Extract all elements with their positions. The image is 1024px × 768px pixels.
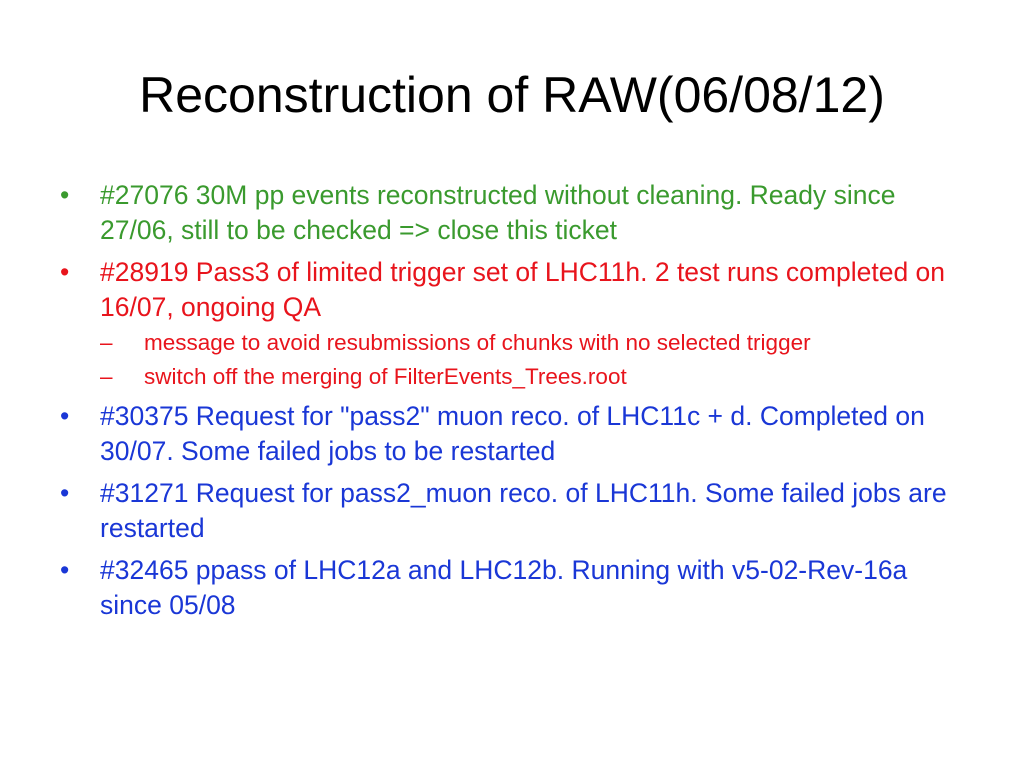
bullet-icon: • [60, 401, 70, 431]
bullet-list [58, 178, 968, 630]
dash-icon: – [100, 330, 113, 355]
sub-item-text: message to avoid resubmissions of chunks with no selected trigger [144, 330, 811, 355]
bullet-icon: • [60, 180, 70, 210]
dash-icon: – [100, 364, 113, 389]
item-text: #31271 Request for pass2_muon reco. of LHC11h. Some failed jobs are restarted [100, 478, 947, 543]
bullet-icon: • [60, 478, 70, 508]
list-item [58, 476, 968, 546]
sub-list-item [100, 329, 968, 357]
sub-item-text: switch off the merging of FilterEvents_Trees.root [144, 364, 627, 389]
item-text: #28919 Pass3 of limited trigger set of LHC11h. 2 test runs completed on 16/07, ongoing QA [100, 257, 946, 322]
item-text: #30375 Request for "pass2" muon reco. of LHC11c + d. Completed on 30/07. Some failed jobs to be restarted [100, 401, 925, 466]
bullet-icon: • [60, 555, 70, 585]
list-item [58, 255, 968, 391]
list-item [58, 178, 968, 248]
list-item [58, 553, 968, 623]
item-text: #32465 ppass of LHC12a and LHC12b. Running with v5-02-Rev-16a since 05/08 [100, 555, 908, 620]
list-item [58, 399, 968, 469]
sub-list [100, 329, 968, 391]
slide-title: Reconstruction of RAW(06/08/12) [139, 67, 885, 123]
sub-list-item [100, 363, 968, 391]
bullet-icon: • [60, 257, 70, 287]
item-text: #27076 30M pp events reconstructed without cleaning. Ready since 27/06, still to be checked => close this ticket [100, 180, 896, 245]
